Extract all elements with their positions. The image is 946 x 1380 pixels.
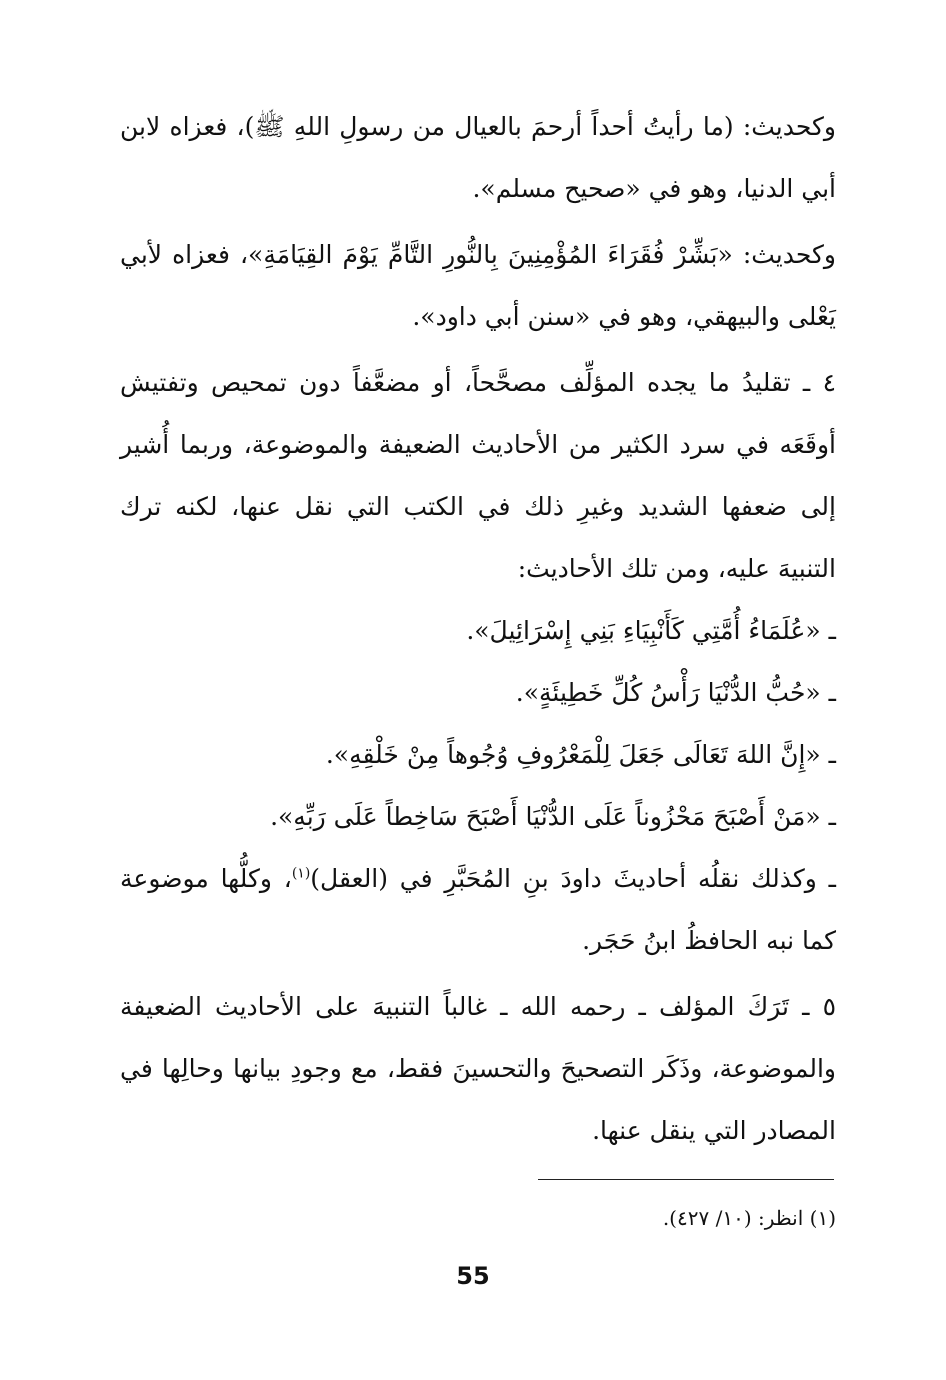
paragraph-4 xyxy=(120,848,836,972)
paragraph-4-text-end: ، وكلُّها موضوعة كما نبه الحافظُ ابنُ حَجَر. xyxy=(120,864,836,955)
hadith-bullet-1: ـ «عُلَمَاءُ أُمَّتِي كَأَنْبِيَاءِ بَنِي إِسْرَائِيلَ». xyxy=(466,616,836,645)
hadith-bullet-3: ـ «إِنَّ اللهَ تَعَالَى جَعَلَ لِلْمَعْرُوفِ وُجُوهاً مِنْ خَلْقِهِ». xyxy=(325,740,836,769)
body-text xyxy=(120,96,836,1162)
hadith-bullet-4: ـ «مَنْ أَصْبَحَ مَحْزُوناً عَلَى الدُّنْيَا أَصْبَحَ سَاخِطاً عَلَى رَبِّهِ». xyxy=(270,802,836,831)
paragraph-2: وكحديث: «بَشِّرْ فُقَرَاءَ المُؤْمِنِينَ بِالنُّورِ التَّامِّ يَوْمَ القِيَامَةِ»، فعزاه لأبي يَعْلى والبيهقي، وهو في «سنن أبي داود». xyxy=(120,240,836,331)
footnote-marker[interactable]: (١) xyxy=(291,865,311,882)
paragraph-4-text-start: ـ وكذلك نقلُه أحاديثَ داودَ بنِ المُحَبَّرِ في (العقل) xyxy=(310,864,836,893)
footnote-text: (١) انظر: (١٠/ ٤٢٧). xyxy=(662,1206,836,1230)
page-number: 55 xyxy=(456,1262,490,1290)
hadith-bullet-2: ـ «حُبُّ الدُّنْيَا رَأْسُ كُلِّ خَطِيئَةٍ». xyxy=(515,678,836,707)
paragraph-3: ٤ ـ تقليدُ ما يجده المؤلِّف مصحَّحاً، أو مضعَّفاً دون تمحيص وتفتيش أوقَعَه في سرد الكثير من الأحاديث الضعيفة والموضوعة، وربما أُشير إلى ضعفها الشديد وغيرِ ذلك في الكتب التي نقل عنها، لكنه ترك التنبيهَ عليه، ومن تلك الأحاديث: xyxy=(120,368,836,583)
paragraph-5: ٥ ـ تَرَكَ المؤلف ـ رحمه الله ـ غالباً التنبيهَ على الأحاديث الضعيفة والموضوعة، وذَكَر التصحيحَ والتحسينَ فقط، مع وجودِ بيانها وحالِها في المصادر التي ينقل عنها. xyxy=(120,992,836,1145)
footnote-separator xyxy=(538,1179,834,1180)
paragraph-1: وكحديث: (ما رأيتُ أحداً أرحمَ بالعيال من رسولِ اللهِ ﷺ)، فعزاه لابن أبي الدنيا، وهو في «صحيح مسلم». xyxy=(120,112,836,203)
